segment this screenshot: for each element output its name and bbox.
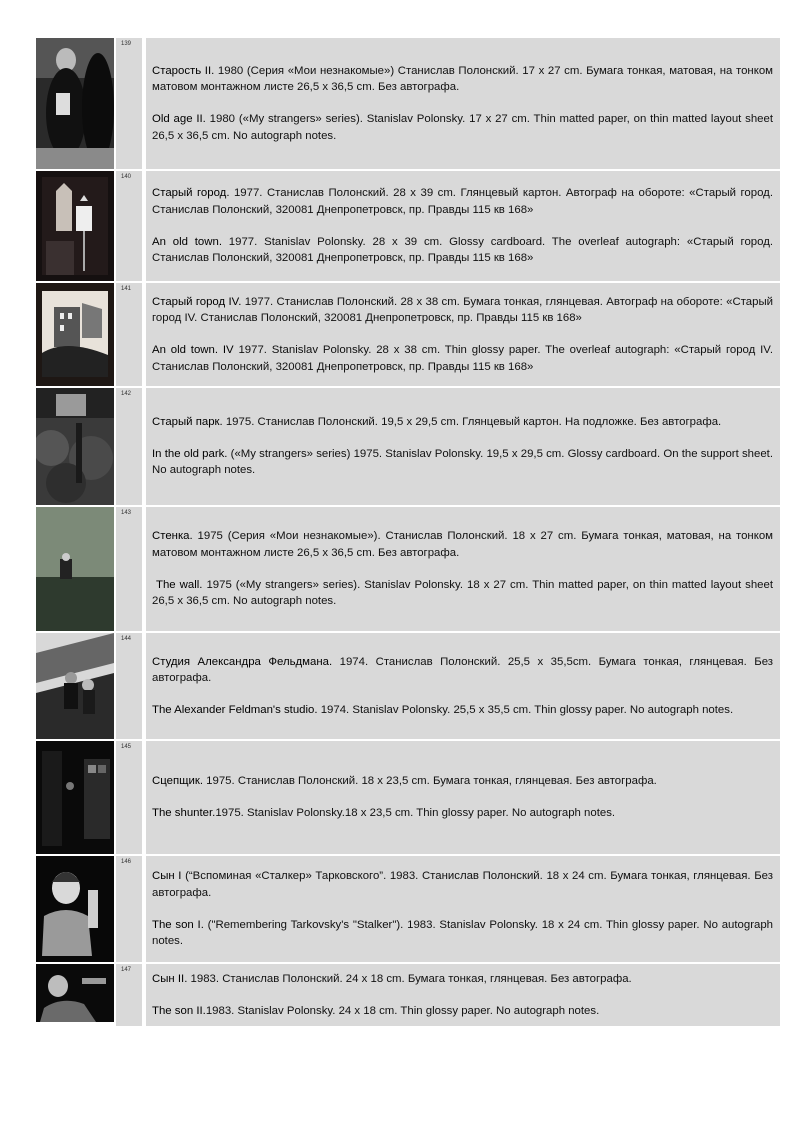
title-en: In the old park. (152, 447, 228, 460)
photo-thumbnail (36, 388, 114, 505)
entry-number: 147 (121, 967, 132, 973)
photo-thumbnail (36, 507, 114, 631)
entry-number: 139 (121, 41, 132, 47)
entry-description (146, 388, 780, 505)
entry-number: 144 (121, 636, 132, 642)
entry-number: 141 (121, 286, 132, 292)
text-en: 1974. Stanislav Polonsky. 25,5 x 35,5 cm. Thin glossy paper. No autograph notes. (317, 703, 734, 716)
title-ru: Старый город. (152, 187, 230, 200)
entry-description (146, 283, 780, 386)
text-en: 1975. Stanislav Polonsky.18 x 23,5 cm. Thin glossy paper. No autograph notes. (215, 807, 616, 819)
entry-description (146, 38, 780, 169)
table-row (36, 283, 780, 388)
entry-description (146, 856, 780, 962)
table-row (36, 507, 780, 633)
photo-thumbnail (36, 964, 114, 1022)
text-en: 1975 («My strangers» series). Stanislav Polonsky. 18 x 27 cm. Thin matted paper, on thin matted layout sheet 26,5 x 36,5 cm. No autograph notes. (152, 578, 777, 608)
text-ru: 1974. Станислав Полонский. 25,5 x 35,5cm. Бумага тонкая, глянцевая. Без автографа. (152, 655, 773, 685)
text-ru: 1975. Станислав Полонский. 18 x 23,5 cm. Бумага тонкая, глянцевая. Без автографа. (203, 775, 657, 788)
photo-thumbnail (36, 283, 114, 386)
text-en: 1980 («My strangers» series). Stanislav Polonsky. 17 x 27 cm. Thin matted paper, on thin matted layout sheet 26,5 x 36,5 cm. No autograph notes. (152, 113, 773, 142)
table-row (36, 741, 780, 856)
catalog-table (36, 38, 780, 1028)
entry-number: 142 (121, 391, 132, 397)
text-ru: 1977. Станислав Полонский. 28 x 39 cm. Глянцевый картон. Автограф на обороте: «Старый город. Станислав Полонский, 320081 Днепропетровск, пр. Правды 115 кв 168» (152, 187, 773, 216)
title-ru: Сцепщик. (152, 775, 204, 788)
title-en: The shunter. (152, 807, 216, 819)
entry-number: 143 (121, 510, 132, 516)
entry-description (146, 964, 780, 1026)
text-en: 1977. Stanislav Polonsky. 28 x 38 cm. Thin glossy paper. The overleaf autograph: «Старый город IV. Станислав Полонский, 320081 Днепропетровск, пр. Правды 115 кв 168» (152, 344, 773, 373)
photo-thumbnail (36, 171, 114, 281)
title-en: The son I. (152, 918, 204, 931)
title-en: The Alexander Feldman's studio. (152, 703, 318, 716)
title-en: Old age II. (152, 113, 206, 125)
title-en: An old town. (152, 235, 222, 248)
title-ru: Сын II. (152, 972, 188, 985)
photo-thumbnail (36, 741, 114, 854)
title-ru: Студия Александра Фельдмана. (152, 655, 333, 668)
title-en: The son II. (152, 1004, 206, 1017)
table-row (36, 856, 780, 964)
photo-thumbnail (36, 633, 114, 739)
entry-description (146, 171, 780, 281)
entry-description (146, 633, 780, 739)
text-en: 1983. Stanislav Polonsky. 24 x 18 cm. Thin glossy paper. No autograph notes. (205, 1004, 600, 1017)
table-row (36, 171, 780, 283)
text-en: («My strangers» series) 1975. Stanislav Polonsky. 19,5 x 29,5 cm. Glossy cardboard. On the support sheet. No autograph notes. (152, 447, 773, 477)
entry-description (146, 741, 780, 854)
photo-thumbnail (36, 38, 114, 169)
text-ru: 1980 (Серия «Мои незнакомые») Станислав Полонский. 17 x 27 cm. Бумага тонкая, матовая, на тонком матовом монтажном листе 26,5 x 36,5 cm. Без автографа. (152, 64, 773, 94)
table-row (36, 38, 780, 171)
table-row (36, 388, 780, 507)
title-ru: Старый город IV. (152, 295, 242, 308)
entry-description (146, 507, 780, 631)
text-ru: 1975. Станислав Полонский. 19,5 x 29,5 cm. Глянцевый картон. На подложке. Без автографа. (222, 416, 722, 429)
text-en: 1977. Stanislav Polonsky. 28 x 39 cm. Glossy cardboard. The overleaf autograph: «Старый город. Станислав Полонский, 320081 Днепропетровск, пр. Правды 115 кв 168» (152, 235, 774, 265)
table-row (36, 633, 780, 741)
text-en: ("Remembering Tarkovsky's "Stalker"). 1983. Stanislav Polonsky. 18 x 24 cm. Thin glossy paper. No autograph notes. (152, 918, 773, 948)
title-ru: Стенка. (152, 530, 193, 543)
entry-number: 145 (121, 744, 132, 750)
text-ru: (“Вспоминая «Сталкер» Тарковского”. 1983. Станислав Полонский. 18 x 24 cm. Бумага тонкая, глянцевая. Без автографа. (152, 870, 773, 899)
photo-thumbnail (36, 856, 114, 962)
entry-number: 140 (121, 174, 132, 180)
table-row (36, 964, 780, 1028)
title-en: An old town. IV (152, 344, 234, 356)
text-ru: 1983. Станислав Полонский. 24 x 18 cm. Бумага тонкая, глянцевая. Без автографа. (187, 972, 632, 985)
title-en: The wall. (152, 578, 203, 591)
title-ru: Старый парк. (152, 416, 223, 429)
entry-number: 146 (121, 859, 132, 865)
text-ru: 1975 (Серия «Мои незнакомые»). Станислав Полонский. 18 x 27 cm. Бумага тонкая, матовая, на тонком матовом монтажном листе 26,5 x 36,5 cm. Без автографа. (152, 530, 773, 559)
title-ru: Сын I (152, 870, 182, 883)
text-ru: 1977. Станислав Полонский. 28 x 38 cm. Бумага тонкая, глянцевая. Автограф на обороте: «Старый город IV. Станислав Полонский, 320081 Днепропетровск, пр. Правды 115 кв 168» (152, 295, 773, 325)
title-ru: Старость II. (152, 64, 215, 77)
